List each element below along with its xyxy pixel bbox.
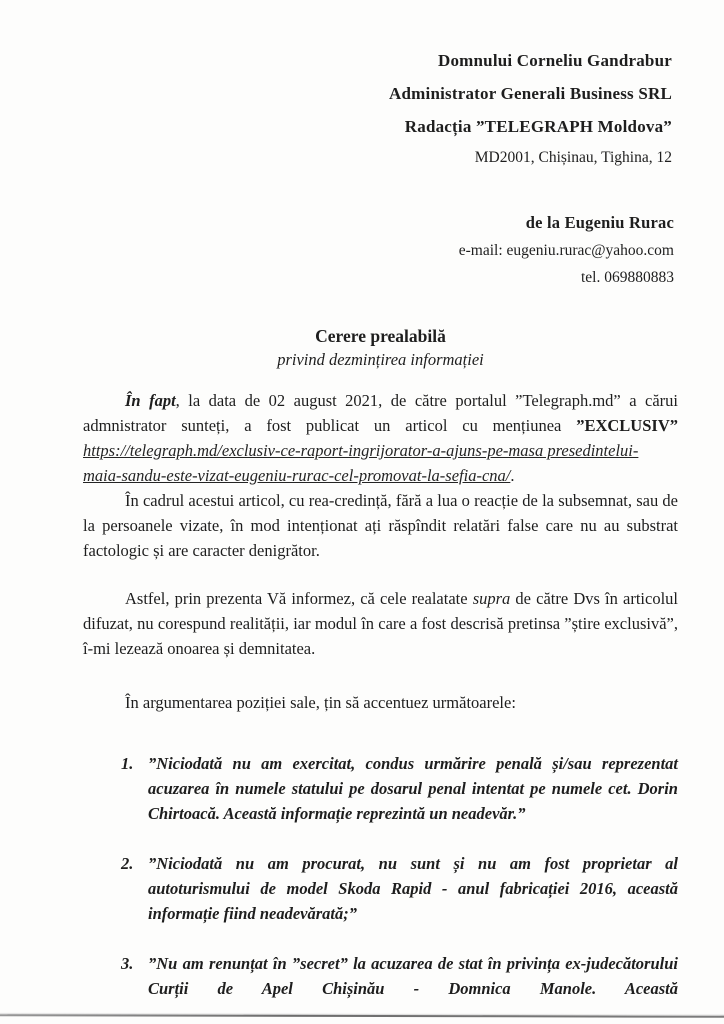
recipient-organization: Radacția ”TELEGRAPH Moldova” <box>404 117 672 136</box>
point-text: ”Niciodată nu am procurat, nu sunt și nu am fost proprietar al autoturismului de model Skoda Rapid - anul fabricației 2016, această informație fiind neadevărată;” <box>148 854 678 923</box>
sender-name: de la Eugeniu Rurac <box>525 213 674 232</box>
point-number: 2. <box>121 854 134 873</box>
sender-email: e-mail: eugeniu.rurac@yahoo.com <box>458 242 674 259</box>
paragraph-astfel-supra: supra <box>472 589 511 608</box>
paragraph-astfel <box>83 586 678 661</box>
paragraph-intro-text: , la data de 02 august 2021, de către portalul ”Telegraph.md” a cărui admnistrator sunteți, a fost publicat un articol cu mențiunea <box>83 391 678 435</box>
numbered-points-list <box>83 751 678 1001</box>
paragraph-intro-lead: În fapt <box>125 391 176 410</box>
paragraph-astfel-a: Astfel, prin prezenta Vă informez, că cele realatate <box>125 589 473 608</box>
article-url-line1: https://telegraph.md/exclusiv-ce-raport-ingrijorator-a-ajuns-pe-masa presedintelui- <box>83 441 639 460</box>
paragraph-astfel-b: de către Dvs în articolul difuzat, nu corespund realității, iar modul în care a fost descrisă pretinsa ”știre exclusivă”, î-mi lezează onoarea și demnitatea. <box>83 589 678 658</box>
sender-block <box>83 209 678 291</box>
paragraph-intro-emphasis: ”EXCLUSIV” <box>576 416 678 435</box>
article-url-period: . <box>510 466 515 485</box>
point-text: ”Nu am renunțat în ”secret” la acuzarea de stat în privința ex-judecătorului Curții de Apel Chișinău - Domnica Manole. Această <box>148 954 678 998</box>
point-number: 1. <box>121 754 134 773</box>
point-number: 3. <box>121 954 134 973</box>
recipient-name: Domnului Corneliu Gandrabur <box>437 51 672 70</box>
list-item <box>121 951 678 1001</box>
article-url-line2: maia-sandu-este-vizat-eugeniu-rurac-cel-promovat-la-sefia-cna/ <box>83 466 511 485</box>
scan-edge-line <box>0 1014 724 1018</box>
paragraph-intro <box>83 388 678 438</box>
list-item <box>121 751 678 826</box>
title-block <box>83 325 678 371</box>
document-title: Cerere prealabilă <box>315 326 446 346</box>
list-item <box>121 851 678 926</box>
article-link-paragraph <box>83 438 678 488</box>
point-text: ”Niciodată nu am exercitat, condus urmărire penală și/sau reprezentat acuzarea în numele statului pe dosarul penal intentat pe numele cet. Dorin Chirtoacă. Această informație reprezintă un neadevăr.” <box>148 754 678 823</box>
sender-phone: tel. 069880883 <box>581 269 674 286</box>
recipient-block <box>83 44 678 173</box>
recipient-address: MD2001, Chișinau, Tighina, 12 <box>474 149 672 166</box>
letter-body <box>83 388 678 1001</box>
paragraph-accusation: În cadrul acestui articol, cu rea-credință, fără a lua o reacție de la subsemnat, sau de la persoanele vizate, în mod intenționat ați răspîndit relatări false care nu au substrat factologic și are caracter denigrător. <box>83 491 678 560</box>
recipient-role: Administrator Generali Business SRL <box>389 84 672 103</box>
document-subtitle: privind dezmințirea informației <box>277 350 484 369</box>
article-url-link <box>83 441 638 485</box>
paragraph-arguments-lead: În argumentarea poziției sale, țin să accentuez următoarele: <box>125 693 516 712</box>
